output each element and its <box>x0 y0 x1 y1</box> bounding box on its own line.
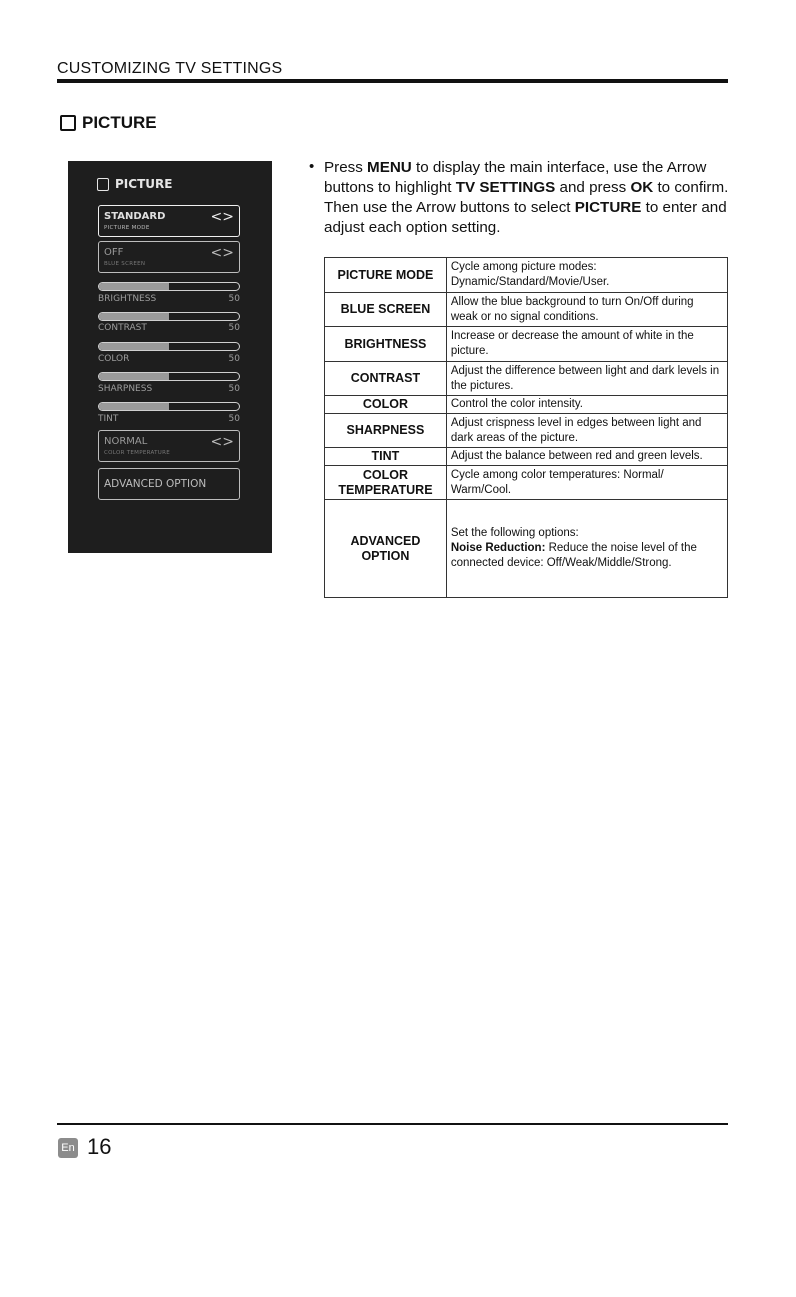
sharpness-label: SHARPNESS <box>98 384 153 394</box>
brightness-slider <box>98 282 240 291</box>
color-slider <box>98 342 240 351</box>
color-temperature-option <box>98 430 240 462</box>
tv-menu-title-label: PICTURE <box>115 177 173 191</box>
setting-description: Cycle among picture modes: Dynamic/Standard/Movie/User. <box>446 258 727 293</box>
color-temperature-value: NORMAL <box>104 436 148 447</box>
setting-name: COLOR <box>325 396 447 414</box>
instr-text: Press <box>324 159 368 176</box>
table-row <box>325 258 728 293</box>
table-row <box>325 500 728 598</box>
advanced-option <box>98 468 240 500</box>
footer-rule <box>57 1123 728 1125</box>
setting-name: BRIGHTNESS <box>325 327 447 362</box>
setting-description: Increase or decrease the amount of white in the picture. <box>446 327 727 362</box>
tint-label: TINT <box>98 414 119 424</box>
tint-slider <box>98 402 240 411</box>
color-value: 50 <box>228 354 240 364</box>
instr-tv-settings-keyword: TV SETTINGS <box>455 179 556 196</box>
brightness-value: 50 <box>228 294 240 304</box>
brightness-label: BRIGHTNESS <box>98 294 157 304</box>
setting-name: CONTRAST <box>325 362 447 396</box>
contrast-value: 50 <box>228 323 240 333</box>
setting-description: Allow the blue background to turn On/Off during weak or no signal conditions. <box>446 293 727 327</box>
setting-description: Cycle among color temperatures: Normal/ Warm/Cool. <box>446 466 727 500</box>
blue-screen-label: BLUE SCREEN <box>104 261 146 267</box>
setting-description: Adjust crispness level in edges between light and dark areas of the picture. <box>446 414 727 448</box>
section-header: CUSTOMIZING TV SETTINGS <box>57 60 283 77</box>
setting-description: Adjust the balance between red and green levels. <box>446 448 727 466</box>
setting-description: Adjust the difference between light and dark levels in the pictures. <box>446 362 727 396</box>
contrast-slider <box>98 312 240 321</box>
left-right-arrows-icon: <> <box>210 434 234 450</box>
bullet: • <box>309 158 315 175</box>
table-row <box>325 362 728 396</box>
setting-name: SHARPNESS <box>325 414 447 448</box>
left-right-arrows-icon: <> <box>210 209 234 225</box>
tint-value: 50 <box>228 414 240 424</box>
setting-name: PICTURE MODE <box>325 258 447 293</box>
instr-text: to enter and adjust each option setting. <box>324 199 727 236</box>
setting-description: Control the color intensity. <box>446 396 727 414</box>
slider-fill <box>99 403 169 410</box>
picture-mode-value: STANDARD <box>104 211 166 222</box>
page-number: 16 <box>87 1134 112 1159</box>
left-right-arrows-icon: <> <box>210 245 234 261</box>
slider-fill <box>99 343 169 350</box>
instructions-text <box>324 158 732 238</box>
setting-name: ADVANCED OPTION <box>325 500 447 598</box>
picture-mode-label: PICTURE MODE <box>104 225 150 231</box>
instr-menu-keyword: MENU <box>367 159 412 176</box>
language-badge: En <box>58 1138 78 1158</box>
header-rule <box>57 79 728 83</box>
slider-fill <box>99 373 169 380</box>
noise-reduction-label: Noise Reduction: <box>450 542 546 554</box>
square-icon <box>60 115 76 131</box>
sharpness-value: 50 <box>228 384 240 394</box>
picture-heading-label: PICTURE <box>82 113 157 132</box>
noise-reduction-text <box>451 541 723 571</box>
settings-table <box>324 257 728 598</box>
table-row <box>325 448 728 466</box>
instr-text: and press <box>555 179 631 196</box>
square-icon <box>97 178 109 191</box>
instr-text: to display the main interface, use the Arrow buttons to highlight <box>324 159 707 196</box>
picture-mode-option <box>98 205 240 237</box>
table-row <box>325 327 728 362</box>
slider-fill <box>99 313 169 320</box>
blue-screen-option <box>98 241 240 273</box>
color-label: COLOR <box>98 354 130 364</box>
blue-screen-value: OFF <box>104 247 124 258</box>
tv-menu-screenshot <box>68 161 272 553</box>
setting-description <box>446 500 727 598</box>
picture-heading <box>60 113 157 133</box>
noise-reduction-desc: Reduce the noise level of the connected device: Off/Weak/Middle/Strong. <box>450 542 697 569</box>
tv-menu-title <box>97 177 172 191</box>
advanced-option-label: ADVANCED OPTION <box>104 478 207 490</box>
advanced-intro: Set the following options: <box>450 527 579 539</box>
instr-ok-keyword: OK <box>630 179 654 196</box>
slider-fill <box>99 283 169 290</box>
table-row <box>325 396 728 414</box>
contrast-label: CONTRAST <box>98 323 147 333</box>
setting-name: BLUE SCREEN <box>325 293 447 327</box>
color-temperature-label: COLOR TEMPERATURE <box>104 450 171 456</box>
instr-picture-keyword: PICTURE <box>574 199 642 216</box>
table-row <box>325 466 728 500</box>
setting-name: COLOR TEMPERATURE <box>325 466 447 500</box>
setting-name: TINT <box>325 448 447 466</box>
instr-text: to confirm. Then use the Arrow buttons to select <box>324 179 729 216</box>
table-row <box>325 293 728 327</box>
table-row <box>325 414 728 448</box>
sharpness-slider <box>98 372 240 381</box>
